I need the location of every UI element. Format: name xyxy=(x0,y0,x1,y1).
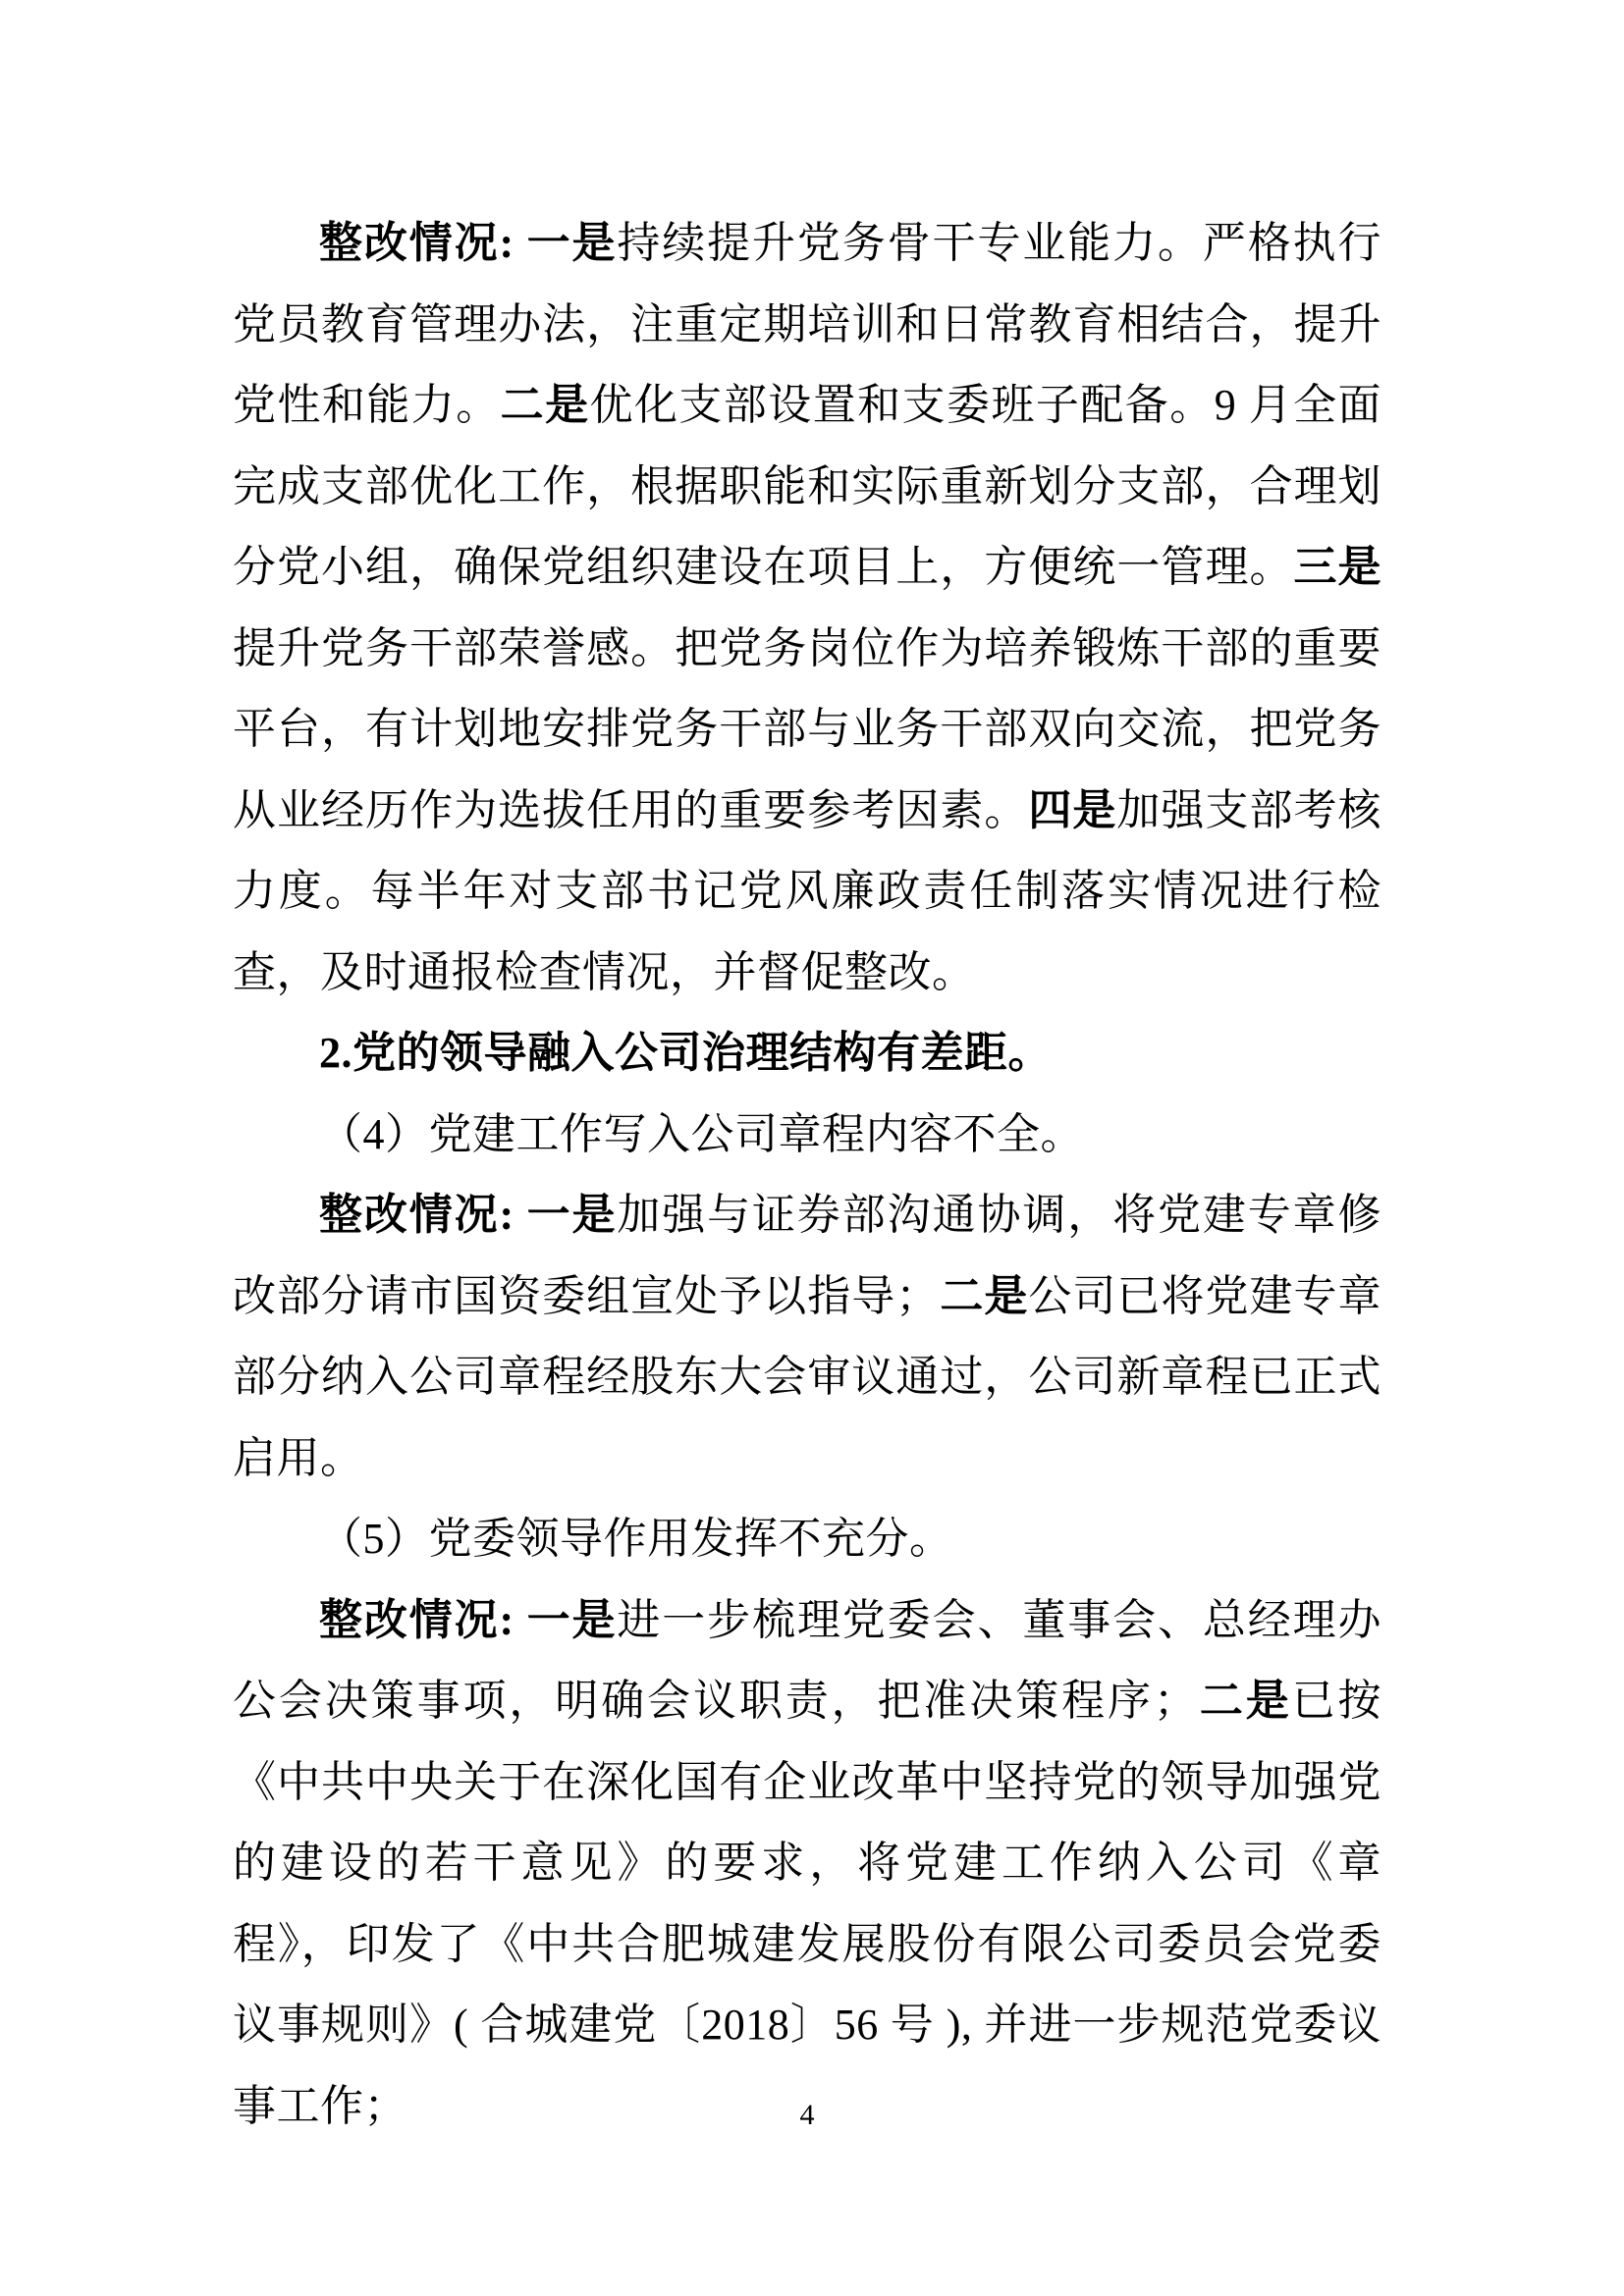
text-run: 已按《中共中央关于在深化国有企业改革中坚持党的领导加强党的建设的若干意见》的要求，将党建工作纳入公司《章程》，印发了《中共合肥城建发展股份有限公司委员会党委议事规则》( 合城建党〔2018〕56 号 ), 并进一步规范党委议事工作； xyxy=(233,1677,1382,2130)
paragraph xyxy=(233,1095,1381,1176)
paragraph xyxy=(233,1175,1381,1499)
paragraph xyxy=(233,1580,1381,2148)
text-run: 持续提升党务骨干专业能力。严格执行党员教育管理办法，注重定期培训和日常教育相结合，提升党性和能力。 xyxy=(233,219,1382,429)
paragraph xyxy=(233,1499,1381,1580)
text-run: 公司已将党建专章部分纳入公司章程经股东大会审议通过，公司新章程已正式启用。 xyxy=(233,1271,1382,1482)
document-body xyxy=(233,203,1381,2147)
bold-run: 三是 xyxy=(1293,543,1382,591)
text-run xyxy=(514,219,527,267)
text-run: （4）党建工作写入公司章程内容不全。 xyxy=(319,1109,1084,1158)
bold-run: 整改情况: xyxy=(319,1191,514,1239)
bold-run: 四是 xyxy=(1028,785,1117,834)
paragraph xyxy=(233,203,1381,1013)
text-run: 优化支部设置和支委班子配备。9 月全面完成支部优化工作，根据职能和实际重新划分支部，合理划分党小组，确保党组织建设在项目上，方便统一管理。 xyxy=(233,381,1382,591)
bold-run: 2.党的领导融入公司治理结构有差距。 xyxy=(319,1029,1052,1077)
bold-run: 二是 xyxy=(1197,1677,1292,1725)
text-run xyxy=(514,1596,527,1644)
text-run: 加强支部考核力度。每半年对支部书记党风廉政责任制落实情况进行检查，及时通报检查情况，并督促整改。 xyxy=(233,785,1382,996)
bold-run: 一是 xyxy=(526,1191,618,1239)
text-run: 进一步梳理党委会、董事会、总经理办公会决策事项，明确会议职责，把准决策程序； xyxy=(233,1595,1382,1725)
bold-run: 二是 xyxy=(939,1271,1029,1320)
paragraph xyxy=(233,1013,1381,1095)
bold-run: 整改情况: xyxy=(319,1595,514,1644)
text-run: （5）党委领导作用发挥不充分。 xyxy=(319,1515,953,1563)
page-number: 4 xyxy=(799,2099,815,2131)
bold-run: 一是 xyxy=(526,1595,618,1644)
bold-run: 一是 xyxy=(526,219,618,267)
text-run xyxy=(514,1191,527,1239)
bold-run: 整改情况: xyxy=(319,219,514,267)
text-run: 提升党务干部荣誉感。把党务岗位作为培养锻炼干部的重要平台，有计划地安排党务干部与业务干部双向交流，把党务从业经历作为选拔任用的重要参考因素。 xyxy=(233,623,1381,834)
text-run: 加强与证券部沟通协调，将党建专章修改部分请市国资委组宣处予以指导； xyxy=(233,1191,1382,1320)
bold-run: 二是 xyxy=(500,381,590,429)
